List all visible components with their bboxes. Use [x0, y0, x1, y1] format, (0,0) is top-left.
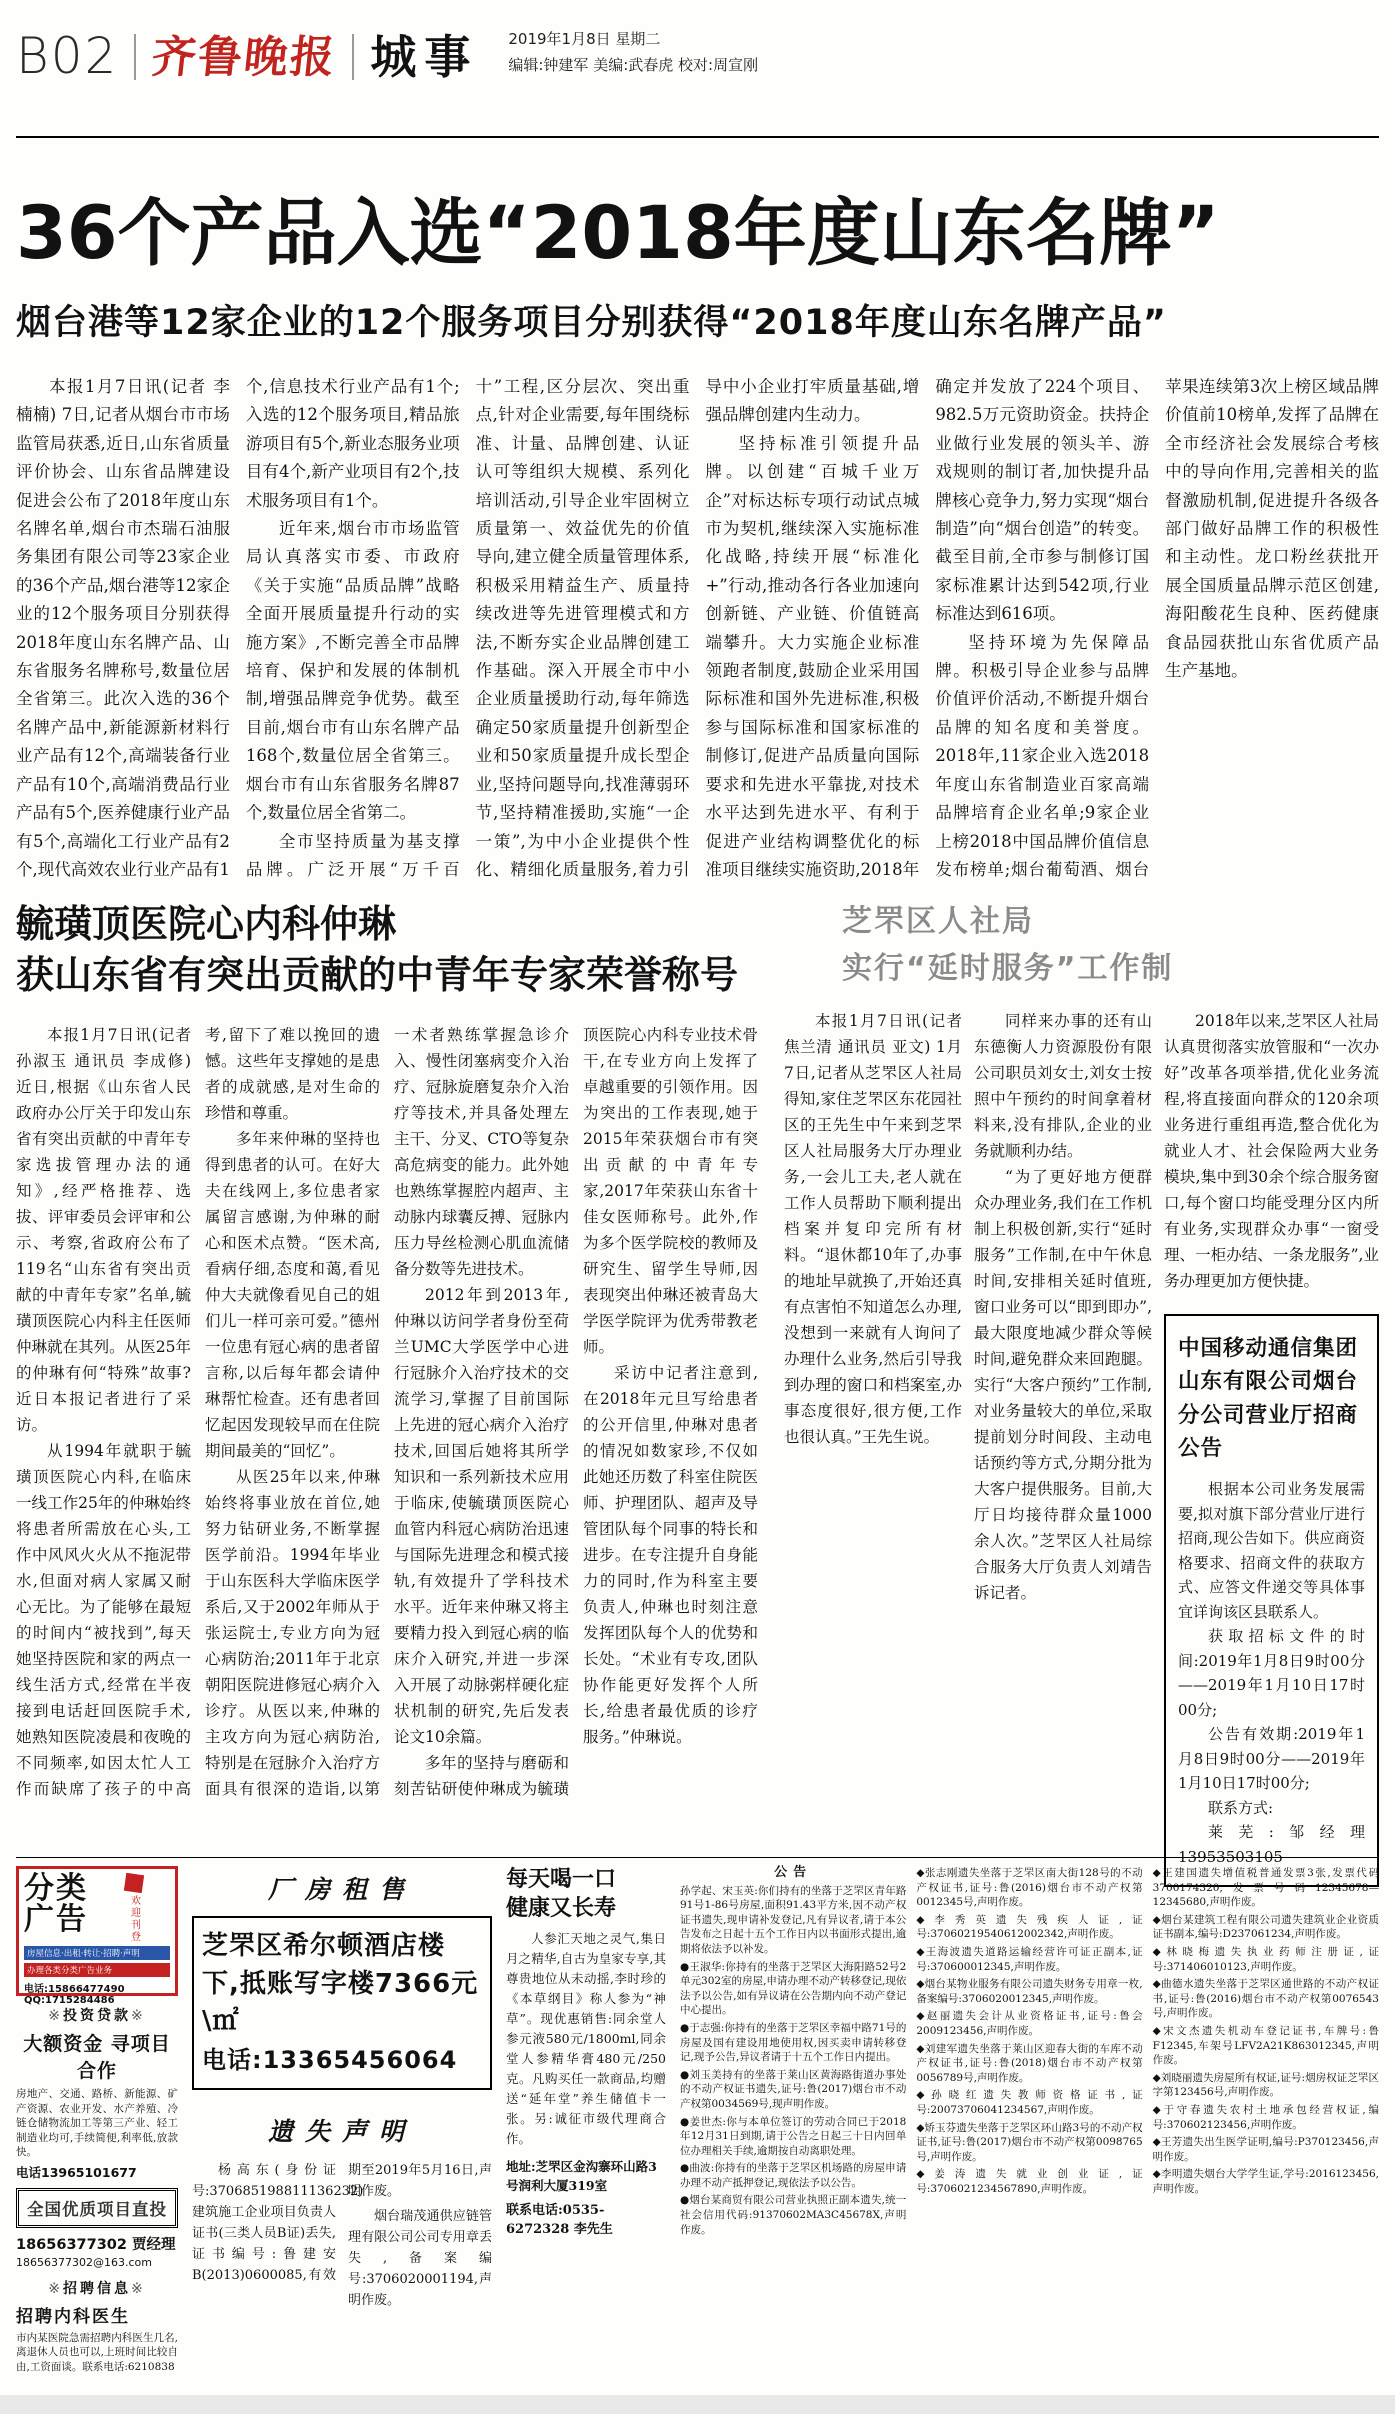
header-meta	[508, 26, 758, 81]
decoration-mark: ※	[131, 2280, 146, 2297]
invest-header-text: 投资贷款	[63, 2008, 131, 2024]
article-renshe-columns	[784, 1008, 1379, 1887]
recruit-header-text: 招聘信息	[63, 2280, 131, 2297]
classified-logo: 分类广告	[24, 1871, 88, 1937]
public-notices	[680, 1866, 1379, 2414]
notice-header: 公告	[774, 1865, 813, 1880]
classified-strip-red: 办理各类分类广告业务	[24, 1963, 170, 1977]
headline-line2: 实行“延时服务”工作制	[842, 950, 1174, 986]
health-ad-phone: 联系电话:0535-6272328 李先生	[506, 2203, 613, 2238]
page-header	[0, 0, 1395, 85]
health-ad-body	[506, 1929, 666, 2149]
notice-column-3: ◆王建国遗失增值税普通发票3张,发票代码3700174320,发票号码12345678—12345680,声明作废。 ◆烟台某建筑工程有限公司遗失建筑业企业资质证书副本,编号:D237061234,声明作废。 ◆林晓梅遗失执业药师注册证,证号:371406010123,声明作废。 ◆曲德水遗失坐落于芝罘区通世路的不动产权证书,证号:鲁(2016)烟台市不动产权第0076543号,声明作废。 ◆宋文杰遗失机动车登记证书,车牌号:鲁F12345,车架号LFV2A21K863012345,声明作废。 ◆刘晓丽遗失房屋所有权证,证号:烟房权证芝罘区字第123456号,声明作废。 ◆于守春遗失农村土地承包经营权证,编号:370602123456,声明作废。 ◆王芳遗失出生医学证明,编号:P370123456,声明作废。 ◆李明遗失烟台大学学生证,学号:2016123456,声明作废。	[1152, 1867, 1379, 2195]
ads-section	[16, 1866, 1379, 2414]
masthead-logo: 齐鲁晚报	[149, 32, 340, 83]
decoration-mark: ※	[131, 2008, 146, 2024]
factory-header: 厂房租售	[267, 1875, 416, 1904]
renshe-column-3-text: 2018年以来,芝罘区人社局认真贯彻落实放管服和“一次办好”改革各项举措,优化业务流程,将直接面向群众的120余项业务进行重组再造,整合优化为就业人才、社会保险两大业务模块,集中到30余个综合服务窗口,每个窗口均能受理分区内所有业务,实现群众办事“一窗受理、一柜办结、一条龙服务”,业务办理更加方便快捷。	[1164, 1012, 1379, 1290]
loss-items: 杨高东(身份证号:370685198811136232)建筑施工企业项目负责人证书(三类人员B证)丢失,证书编号:鲁建安B(2013)0600085,有效期至2019年5月16日,声明作废。 烟台瑞茂通供应链管理有限公司公司专用章丢失,备案编号:3706020001194,声明作废。	[192, 2162, 492, 2308]
date-line: 2019年1月8日 星期二	[508, 29, 661, 48]
header-divider	[134, 34, 136, 80]
health-title-line2: 健康又长寿	[506, 1895, 617, 1921]
section-title: 城事	[370, 30, 479, 84]
invest-email: 18656377302@163.com	[16, 2255, 152, 2269]
recruit-body: 市内某医院急需招聘内科医生几名,离退休人员也可以,上班时间比较自由,工资面谈。联系电话:6210838	[16, 2331, 178, 2373]
classified-column	[16, 1866, 178, 2414]
seal-icon	[124, 1873, 144, 1893]
classified-tagline: 欢迎刊登	[128, 1895, 140, 1943]
headline-line1: 毓璜顶医院心内科仲琳	[16, 902, 397, 946]
second-row	[16, 899, 1379, 1866]
article-zhonglin-body: 本报1月7日讯(记者 孙淑玉 通讯员 李成修) 近日,根据《山东省人民政府办公厅关于印发山东省有突出贡献的中青年专家选拔管理办法的通知》,经严格推荐、选拔、评审委员会评审和公示、考察,省政府公布了119名“山东省有突出贡献的中青年专家”名单,毓璜顶医院心内科主任医师仲琳就在其列。从医25年的仲琳有何“特殊”故事?近日本报记者进行了采访。 从1994年就职于毓璜顶医院心内科,在临床一线工作25年的仲琳始终将患者所需放在心头,工作中风风火火从不拖泥带水,但面对病人家属又耐心无比。为了能够在最短的时间内“被找到”,每天她坚持医院和家的两点一线生活方式,经常在半夜接到电话赶回医院手术,她熟知医院凌晨和夜晚的不同频率,如因太忙人工作而缺席了孩子的中高考,留下了难以挽回的遗憾。这些年支撑她的是患者的成就感,是对生命的珍惜和尊重。 多年来仲琳的坚持也得到患者的认可。在好大夫在线网上,多位患者家属留言感谢,为仲琳的耐心和医术点赞。“医术高,看病仔细,态度和蔼,看见仲大夫就像看见自己的姐们儿一样可亲可爱。”德州一位患有冠心病的患者留言称,以后每年都会请仲琳帮忙检查。还有患者回忆起因发现较早而在住院期间最美的“回忆”。 从医25年以来,仲琳始终将事业放在首位,她努力钻研业务,不断掌握医学前沿。1994年毕业于山东医科大学临床医学系后,又于2002年师从于张运院士,专业方向为冠心病防治;2011年于北京朝阳医院进修冠心病介入诊疗。从医以来,仲琳的主攻方向为冠心病防治,特别是在冠脉介入治疗方面具有很深的造诣,以第一术者熟练掌握急诊介入、慢性闭塞病变介入治疗、冠脉旋磨复杂介入治疗等技术,并具备处理左主干、分叉、CTO等复杂高危病变的能力。此外她也熟练掌握腔内超声、主动脉内球囊反搏、冠脉内压力导丝检测心肌血流储备分数等先进技术。 2012年到2013年,仲琳以访问学者身份至荷兰UMC大学医学中心进行冠脉介入治疗技术的交流学习,掌握了目前国际上先进的冠心病介入治疗技术,回国后她将其所学知识和一系列新技术应用于临床,使毓璜顶医院心血管内科冠心病防治迅速与国际先进理念和模式接轨,有效提升了学科技术水平。近年来仲琳又将主要精力投入到冠心病的临床介入研究,并进一步深入开展了动脉粥样硬化症状机制的研究,先后发表论文10余篇。 多年的坚持与磨砺和刻苦钻研使仲琳成为毓璜顶医院心内科专业技术骨干,在专业方向上发挥了卓越重要的引领作用。因为突出的工作表现,她于2015年荣获烟台市有突出贡献的中青年专家,2017年荣获山东省十佳女医师称号。此外,作为多个医学院校的教师及研究生、留学生导师,因表现突出仲琳还被青岛大学医学院评为优秀带教老师。 采访中记者注意到,在2018年元旦写给患者的公开信里,仲琳对患者的情况如数家珍,不仅如此她还历数了科室住院医师、护理团队、超声及导管团队每个同事的特长和进步。在专注提升自身能力的同时,作为科室主要负责人,仲琳也时刻注意发挥团队每个人的优势和长处。“术业有专攻,团队协作能更好发挥个人所长,给患者最优质的诊疗服务。”仲琳说。	[16, 1025, 758, 1798]
factory-ad-phone: 电话:13365456064	[202, 2046, 458, 2075]
factory-ad-box	[192, 1916, 492, 2090]
health-ad-text: 人参汇天地之灵气,集日月之精华,自古为皇家专享,其尊贵地位从未动摇,李时珍的《本草纲目》称人参为“神草”。现优惠销售:同余堂人参元液580元/1800ml,同余堂人参精华膏480元/250克。凡购买任一款商品,均赠送“延年堂”养生储值卡一张。另:诚征市级代理商合作。	[506, 1931, 666, 2147]
classified-ad-top	[24, 1871, 170, 1943]
headline-line1: 芝罘区人社局	[842, 904, 1034, 939]
mobile-announcement-box	[1164, 1314, 1379, 1887]
header-divider	[352, 34, 354, 80]
renshe-column-1: 本报1月7日讯(记者 焦兰清 通讯员 亚文) 1月7日,记者从芝罘区人社局得知,家住芝罘区东花园社区的王先生中午来到芝罘区人社局服务大厅办理业务,一会儿工夫,老人就在工作人员帮助下顺利提出档案并复印完所有材料。“退休都10年了,办事的地址早就换了,开始还真有点害怕不知道怎么办理,没想到一来就有人询问了办理什么业务,然后引导我到办理的窗口和档案室,办事态度很好,很方便,工作也很认真。”王先生说。	[784, 1012, 962, 1446]
main-article-body: 本报1月7日讯(记者 李楠楠) 7日,记者从烟台市市场监管局获悉,近日,山东省质量评价协会、山东省品牌建设促进会公布了2018年度山东名牌名单,烟台市杰瑞石油服务集团有限公司等23家企业的36个产品,烟台港等12家企业的12个服务项目分别获得2018年度山东名牌产品、山东省服务名牌称号,数量位居全省第三。此次入选的36个名牌产品中,新能源新材料行业产品有12个,高端装备行业产品有10个,高端消费品行业产品有5个,医养健康行业产品有5个,高端化工行业产品有2个,现代高效农业行业产品有1个,信息技术行业产品有1个;入选的12个服务项目,精品旅游项目有5个,新业态服务业项目有4个,新产业项目有2个,技术服务项目有1个。 近年来,烟台市市场监管局认真落实市委、市政府《关于实施“品质品牌”战略全面开展质量提升行动的实施方案》,不断完善全市品牌培育、保护和发展的体制机制,增强品牌竞争优势。截至目前,烟台市有山东名牌产品168个,数量位居全省第三。烟台市有山东省服务名牌87个,数量位居全省第二。 全市坚持质量为基支撑品牌。广泛开展“万千百十”工程,区分层次、突出重点,针对企业需要,每年围绕标准、计量、品牌创建、认证认可等组织大规模、系列化培训活动,引导企业牢固树立质量第一、效益优先的价值导向,建立健全质量管理体系,积极采用精益生产、质量持续改进等先进管理模式和方法,不断夯实企业品牌创建工作基础。深入开展全市中小企业质量援助行动,每年筛选确定50家质量提升创新型企业和50家质量提升成长型企业,坚持问题导向,找准薄弱环节,坚持精准援助,实施“一企一策”,为中小企业提供个性化、精细化质量服务,着力引导中小企业打牢质量基础,增强品牌创建内生动力。 坚持标准引领提升品牌。以创建“百城千业万企”对标达标专项行动试点城市为契机,继续深入实施标准化战略,持续开展“标准化+”行动,推动各行各业加速向创新链、产业链、价值链高端攀升。大力实施企业标准领跑者制度,鼓励企业采用国际标准和国外先进标准,积极参与国际标准和国家标准的制修订,促进产品质量向国际要求和先进水平靠拢,对技术水平达到先进水平、有利于促进产业结构调整优化的标准项目继续实施资助,2018年确定并发放了224个项目、982.5万元资助资金。扶持企业做行业发展的领头羊、游戏规则的制订者,加快提升品牌核心竞争力,努力实现“烟台制造”向“烟台创造”的转变。截至目前,全市参与制修订国家标准累计达到542项,行业标准达到616项。 坚持环境为先保障品牌。积极引导企业参与品牌价值评价活动,不断提升烟台品牌的知名度和美誉度。2018年,11家企业入选2018年度山东省制造业百家高端品牌培育企业名单;9家企业上榜2018中国品牌价值信息发布榜单;烟台葡萄酒、烟台苹果连续第3次上榜区域品牌价值前10榜单,发挥了品牌在全市经济社会发展综合考核中的导向作用,完善相关的监督激励机制,促进提升各级各部门做好品牌工作的积极性和主动性。龙口粉丝获批开展全国质量品牌示范区创建,海阳酸花生良种、医药健康食品园获批山东省优质产品生产基地。	[16, 377, 1379, 879]
invest-title: 大额资金 寻项目合作	[23, 2033, 171, 2082]
decoration-mark: ※	[48, 2280, 63, 2297]
invest-boxed-slogan: 全国优质项目直投	[16, 2188, 178, 2228]
mobile-box-body: 根据本公司业务发展需要,拟对旗下部分营业厅进行招商,现公告如下。供应商资格要求、招商文件的获取方式、应答文件递交等具体事宜详询该区县联系人。 获取招标文件的时间:2019年1月8日9时00分——2019年1月10日17时00分; 公告有效期:2019年1月8日9时00分——2019年1月10日17时00分; 联系方式: 莱芜:邹经理13953503105	[1178, 1480, 1365, 1866]
page-code: B02	[16, 26, 119, 85]
notice-column-2: ◆张志刚遗失坐落于芝罘区南大街128号的不动产权证书,证号:鲁(2016)烟台市不动产权第0012345号,声明作废。 ◆李秀英遗失残疾人证,证号:37060219540612002342,声明作废。 ◆王海波遗失道路运输经营许可证正副本,证号:370600012345,声明作废。 ◆烟台某物业服务有限公司遗失财务专用章一枚,备案编号:3706020012345,声明作废。 ◆赵丽遗失会计从业资格证书,证号:鲁会2009123456,声明作废。 ◆刘建军遗失坐落于莱山区迎春大街的车库不动产权证书,证号:鲁(2018)烟台市不动产权第0056789号,声明作废。 ◆孙晓红遗失教师资格证书,证号:20073706041234567,声明作废。 ◆矫玉芬遗失坐落于芝罘区环山路3号的不动产权证书,证号:鲁(2017)烟台市不动产权第0098765号,声明作废。 ◆姜涛遗失就业创业证,证号:3706021234567890,声明作废。	[916, 1867, 1143, 2195]
health-ad-address: 地址:芝罘区金沟寨环山路3号润利大厦319室	[506, 2159, 657, 2194]
article-zhonglin	[16, 899, 758, 1845]
recruit-header	[16, 2278, 178, 2298]
decoration-mark: ※	[48, 2008, 63, 2024]
invest-phone: 电话13965101677	[16, 2164, 137, 2180]
article-zhonglin-headline	[16, 899, 758, 1002]
invest-header	[16, 2005, 178, 2025]
recruit-title: 招聘内科医生	[16, 2306, 130, 2327]
main-headline: 36个产品入选“2018年度山东名牌”	[16, 191, 1220, 276]
header-rule	[16, 136, 1379, 138]
classified-side	[98, 1874, 170, 1943]
renshe-column-3	[1164, 1008, 1379, 1887]
renshe-column-2: 同样来办事的还有山东德衡人力资源股份有限公司职员刘女士,刘女士按照中午预约的时间拿着材料来,没有排队,企业的业务就顺利办结。 “为了更好地方便群众办理业务,我们在工作机制上积极创新,实行“延时服务”工作制,在中午休息时间,安排相关延时值班,窗口业务可以“即到即办”,最大限度地减少群众等候时间,避免群众来回跑腿。实行“大客户预约”工作制,对业务量较大的单位,采取提前划分时间段、主动电话预约等方式,分期分批为大客户提供服务。目前,大厅日均接待群众量1000余人次。”芝罘区人社局综合服务大厅负责人刘靖告诉记者。	[974, 1012, 1152, 1602]
invest-contact: 18656377302 贾经理	[16, 2236, 176, 2253]
main-article	[0, 174, 1395, 885]
article-renshe	[784, 899, 1379, 1866]
notice-column-1	[680, 1866, 906, 2414]
loss-header: 遗失声明	[267, 2116, 416, 2146]
factory-ad-text: 芝罘区希尔顿酒店楼下,抵账写字楼7366元\㎡	[202, 1931, 479, 2037]
invest-body: 房地产、交通、路桥、新能源、矿产资源、农业开发、水产养殖、冷链仓储物流加工等第三产业、轻工制造业均可,手续简便,利率低,放款快。	[16, 2088, 178, 2158]
headline-line2: 获山东省有突出贡献的中青年专家荣誉称号	[16, 953, 739, 998]
health-ad	[506, 1866, 666, 2414]
factory-loss-column	[192, 1866, 492, 2414]
health-title-line1: 每天喝一口	[506, 1867, 617, 1892]
classified-strip-blue: 房屋信息·出租·转让·招聘·声明	[24, 1946, 170, 1960]
classified-phone: 电话:15866477490 QQ:1715284486	[24, 1984, 125, 2006]
health-ad-title	[506, 1866, 666, 1923]
article-renshe-headline	[842, 899, 1379, 992]
classified-ad-box	[16, 1866, 178, 2006]
mobile-box-title: 中国移动通信集团山东有限公司烟台分公司营业厅招商公告	[1178, 1336, 1359, 1461]
main-subheadline: 烟台港等12家企业的12个服务项目分别获得“2018年度山东名牌产品”	[16, 303, 1167, 343]
notice-entries-1: 孙学起、宋玉英:你们持有的坐落于芝罘区青年路91号1-86号房屋,面积91.43平方米,因不动产权证书遗失,现申请补发登记,凡有异议者,请于本公告发布之日起十五个工作日内以书面形式提出,逾期将依法予以补发。 ●王淑华:你持有的坐落于芝罘区大海阳路52号2单元302室的房屋,申请办理不动产转移登记,现依法予以公告,如有异议请在公告期内向不动产登记中心提出。 ●于志强:你持有的坐落于芝罘区幸福中路71号的房屋及国有建设用地使用权,因买卖申请转移登记,现予公告,异议者请于十五个工作日内提出。 ●刘玉美持有的坐落于莱山区黄海路街道办事处的不动产权证书遗失,证号:鲁(2017)烟台市不动产权第0034569号,现声明作废。 ●姜世杰:你与本单位签订的劳动合同已于2018年12月31日到期,请于公告之日起三十日内回单位办理相关手续,逾期按自动离职处理。 ●曲波:你持有的坐落于芝罘区机场路的房屋申请办理不动产抵押登记,现依法予以公告。 ●烟台某商贸有限公司营业执照正副本遗失,统一社会信用代码:91370602MA3C45678X,声明作废。	[680, 1884, 907, 2236]
staff-line: 编辑:钟建军 美编:武春虎 校对:周宣刚	[508, 55, 759, 74]
